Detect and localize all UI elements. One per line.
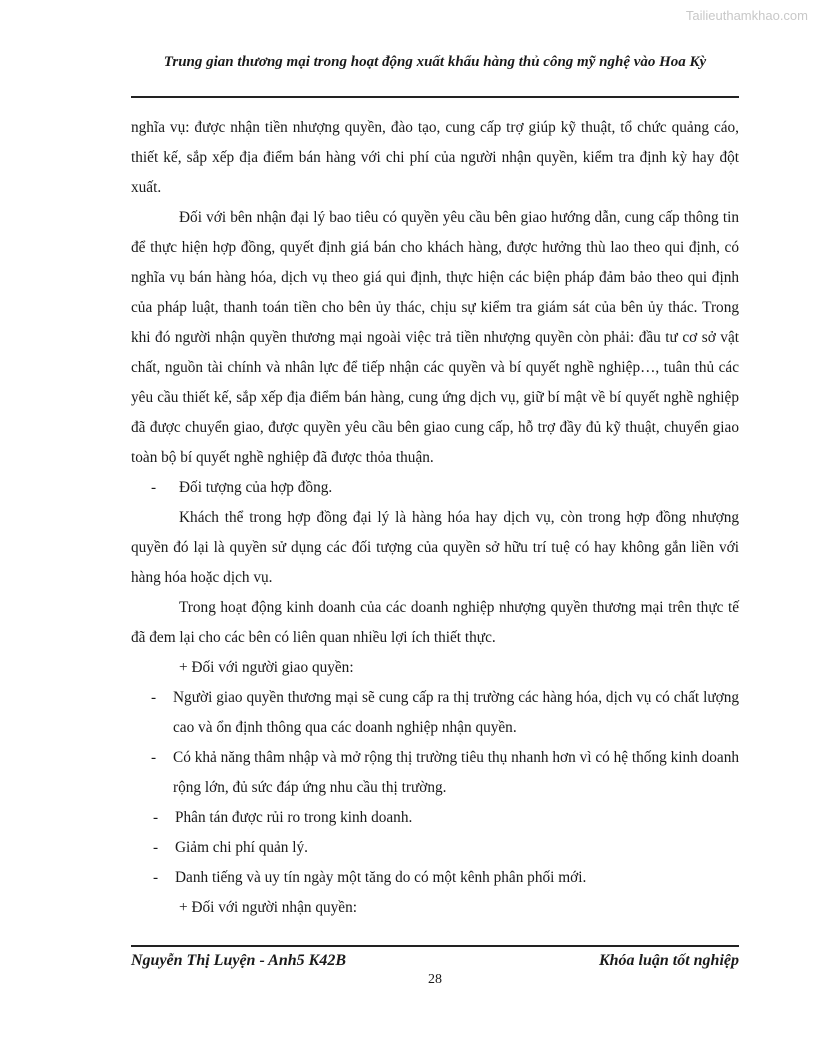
list-item: [127, 743, 739, 803]
footer-author: Nguyễn Thị Luyện - Anh5 K42B: [131, 952, 346, 969]
list-item-text: Có khả năng thâm nhập và mở rộng thị trường tiêu thụ nhanh hơn vì có hệ thống kinh doanh rộng lớn, đủ sức đáp ứng nhu cầu thị trường.: [173, 749, 739, 796]
subheading: + Đối với người nhận quyền:: [179, 899, 357, 916]
list-item: [127, 683, 739, 743]
bullet-dash: -: [153, 809, 159, 826]
list-item: [127, 473, 739, 503]
paragraph: nghĩa vụ: được nhận tiền nhượng quyền, đào tạo, cung cấp trợ giúp kỹ thuật, tổ chức quảng cáo, thiết kế, sắp xếp địa điểm bán hàng với chi phí của người nhận quyền, kiểm tra định kỳ hay đột xuất.: [131, 119, 739, 196]
list-item-text: Danh tiếng và uy tín ngày một tăng do có một kênh phân phối mới.: [175, 869, 587, 886]
paragraph: Trong hoạt động kinh doanh của các doanh nghiệp nhượng quyền thương mại trên thực tế đã đem lại cho các bên có liên quan nhiều lợi ích thiết thực.: [131, 599, 739, 646]
page-number: 28: [428, 972, 442, 987]
list-item-text: Giảm chi phí quản lý.: [175, 839, 308, 856]
list-item-text: Phân tán được rủi ro trong kinh doanh.: [175, 809, 413, 826]
bullet-dash: -: [151, 749, 157, 766]
bullet-dash: -: [151, 689, 157, 706]
page-body: [131, 113, 739, 923]
list-item: [129, 803, 739, 833]
bullet-dash: -: [153, 839, 159, 856]
paragraph: Khách thể trong hợp đồng đại lý là hàng hóa hay dịch vụ, còn trong hợp đồng nhượng quyền đó lại là quyền sử dụng các đối tượng của quyền sở hữu trí tuệ có hay không gắn liền với hàng hóa hoặc dịch vụ.: [131, 509, 739, 586]
watermark: Tailieuthamkhao.com: [685, 8, 808, 23]
list-item-text: Đối tượng của hợp đồng.: [179, 479, 333, 496]
bullet-dash: -: [153, 869, 159, 886]
footer-divider: [131, 945, 739, 947]
paragraph: Đối với bên nhận đại lý bao tiêu có quyền yêu cầu bên giao hướng dẫn, cung cấp thông tin để thực hiện hợp đồng, quyết định giá bán cho khách hàng, được hưởng thù lao theo qui định, có nghĩa vụ bán hàng hóa, dịch vụ theo giá qui định, thực hiện các biện pháp đảm bảo theo qui định của pháp luật, thanh toán tiền cho bên ủy thác, chịu sự kiểm tra giám sát của bên ủy thác. Trong khi đó người nhận quyền thương mại ngoài việc trả tiền nhượng quyền còn phải: đầu tư cơ sở vật chất, nguồn tài chính và nhân lực để tiếp nhận các quyền và bí quyết nghề nghiệp…, tuân thủ các yêu cầu thiết kế, sắp xếp địa điểm bán hàng, cung ứng dịch vụ, giữ bí mật về bí quyết nghề nghiệp đã được chuyển giao, được quyền yêu cầu bên giao cung cấp, hỗ trợ đầy đủ kỹ thuật, chuyển giao toàn bộ bí quyết nghề nghiệp đã được thỏa thuận.: [131, 209, 739, 466]
list-item: [129, 833, 739, 863]
header-divider: [131, 96, 739, 98]
footer-doc-type: Khóa luận tốt nghiệp: [598, 952, 739, 969]
bullet-dash: -: [151, 479, 157, 496]
list-item: [129, 863, 739, 893]
running-footer: [131, 952, 739, 970]
running-header: Trung gian thương mại trong hoạt động xuất khẩu hàng thủ công mỹ nghệ vào Hoa Kỳ: [163, 54, 707, 70]
subheading: + Đối với người giao quyền:: [179, 659, 354, 676]
list-item-text: Người giao quyền thương mại sẽ cung cấp ra thị trường các hàng hóa, dịch vụ có chất lượng cao và ổn định thông qua các doanh nghiệp nhận quyền.: [173, 689, 739, 736]
